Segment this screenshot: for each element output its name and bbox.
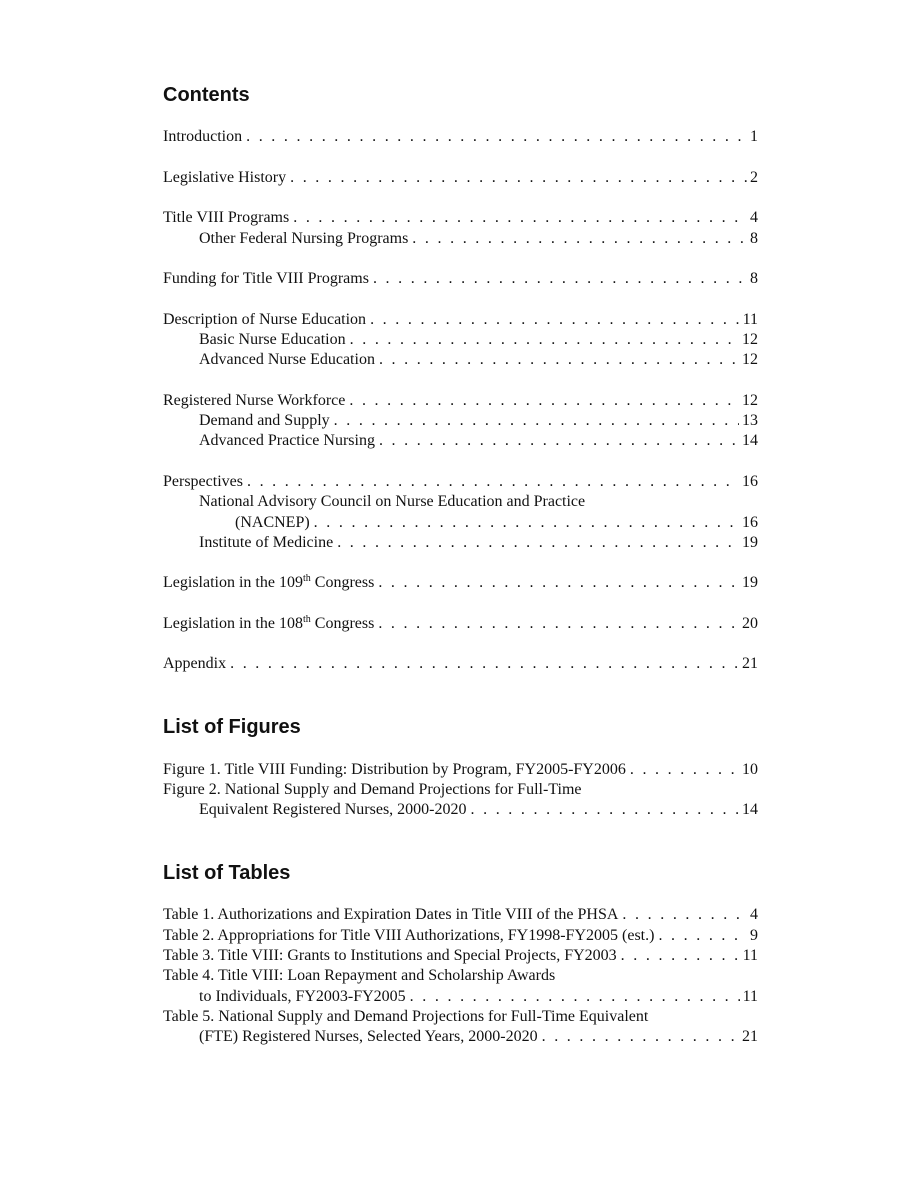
table-entry-5-line1[interactable] [163,1007,758,1027]
dot-leader [379,431,739,451]
toc-entry-title: Table 4. Title VIII: Loan Repayment and Scholarship Awards [163,967,556,984]
toc-entry-title: Title VIII Programs [163,208,293,228]
toc-entry-institute-of-medicine[interactable] [199,533,758,553]
toc-entry-title: Appendix [163,654,230,674]
table-entry-1[interactable] [163,905,758,925]
dot-leader [658,926,747,946]
toc-entry-page: 21 [739,1027,758,1047]
dot-leader [379,350,739,370]
toc-entry-title-viii-programs[interactable] [163,208,758,228]
figure-entry-2-line2[interactable] [199,800,758,820]
toc-entry-page: 11 [740,946,758,966]
toc-entry-page: 12 [739,391,758,411]
toc-entry-description-nurse-education[interactable] [163,310,758,330]
toc-entry-page: 4 [747,905,758,925]
toc-entry-advanced-practice-nursing[interactable] [199,431,758,451]
contents-heading: Contents [163,84,250,106]
toc-entry-title: Legislation in the 108th Congress [163,614,378,634]
toc-entry-title: Table 2. Appropriations for Title VIII Authorizations, FY1998-FY2005 (est.) [163,926,658,946]
figures-heading: List of Figures [163,716,301,738]
dot-leader [412,229,747,249]
dot-leader [621,946,740,966]
toc-entry-title: National Advisory Council on Nurse Education and Practice [199,493,586,510]
toc-entry-title: Figure 2. National Supply and Demand Projections for Full-Time [163,781,582,798]
figure-entry-1[interactable] [163,760,758,780]
toc-entry-title: Advanced Nurse Education [199,350,379,370]
toc-entry-page: 9 [747,926,758,946]
toc-entry-page: 14 [739,800,758,820]
dot-leader [350,330,739,350]
toc-entry-page: 12 [739,330,758,350]
toc-entry-legislative-history[interactable] [163,168,758,188]
dot-leader [247,472,739,492]
toc-entry-page: 16 [739,513,758,533]
dot-leader [370,310,740,330]
toc-entry-advanced-nurse-education[interactable] [199,350,758,370]
table-entry-3[interactable] [163,946,758,966]
toc-entry-page: 8 [747,229,758,249]
dot-leader [290,168,747,188]
toc-entry-page: 11 [740,987,758,1007]
dot-leader [622,905,747,925]
toc-entry-title: Institute of Medicine [199,533,337,553]
toc-entry-page: 21 [739,654,758,674]
table-entry-5-line2[interactable] [199,1027,758,1047]
dot-leader [293,208,747,228]
dot-leader [230,654,739,674]
toc-entry-page: 19 [739,573,758,593]
toc-entry-title: Registered Nurse Workforce [163,391,349,411]
dot-leader [334,411,739,431]
toc-entry-title: Advanced Practice Nursing [199,431,379,451]
dot-leader [373,269,747,289]
toc-entry-page: 1 [747,127,758,147]
toc-entry-title: Table 3. Title VIII: Grants to Institutions and Special Projects, FY2003 [163,946,621,966]
toc-entry-perspectives[interactable] [163,472,758,492]
toc-entry-title: Basic Nurse Education [199,330,350,350]
toc-entry-title: (NACNEP) [235,513,314,533]
table-entry-4-line2[interactable] [199,987,758,1007]
toc-entry-title: (FTE) Registered Nurses, Selected Years, 2000-2020 [199,1027,542,1047]
dot-leader [337,533,739,553]
toc-entry-page: 14 [739,431,758,451]
toc-entry-title: Legislation in the 109th Congress [163,573,378,593]
toc-entry-title: Table 5. National Supply and Demand Projections for Full-Time Equivalent [163,1008,649,1025]
toc-entry-page: 8 [747,269,758,289]
toc-entry-page: 4 [747,208,758,228]
toc-entry-page: 13 [739,411,758,431]
toc-entry-title: Funding for Title VIII Programs [163,269,373,289]
dot-leader [246,127,747,147]
toc-entry-title: Figure 1. Title VIII Funding: Distribution by Program, FY2005-FY2006 [163,760,630,780]
toc-entry-title: Legislative History [163,168,290,188]
dot-leader [542,1027,739,1047]
toc-entry-registered-nurse-workforce[interactable] [163,391,758,411]
toc-entry-title: Equivalent Registered Nurses, 2000-2020 [199,800,471,820]
toc-entry-title: Perspectives [163,472,247,492]
toc-entry-legislation-109th[interactable] [163,573,758,593]
toc-entry-title: Description of Nurse Education [163,310,370,330]
toc-entry-basic-nurse-education[interactable] [199,330,758,350]
toc-entry-title: Other Federal Nursing Programs [199,229,412,249]
toc-entry-introduction[interactable] [163,127,758,147]
dot-leader [410,987,740,1007]
dot-leader [471,800,740,820]
tables-heading: List of Tables [163,862,291,884]
dot-leader [630,760,739,780]
toc-entry-demand-and-supply[interactable] [199,411,758,431]
table-entry-2[interactable] [163,926,758,946]
toc-entry-page: 12 [739,350,758,370]
toc-entry-page: 16 [739,472,758,492]
toc-entry-nacnep-line2[interactable] [235,513,758,533]
dot-leader [378,573,739,593]
toc-entry-title: Introduction [163,127,246,147]
toc-entry-title: Table 1. Authorizations and Expiration Dates in Title VIII of the PHSA [163,905,622,925]
toc-entry-title: to Individuals, FY2003-FY2005 [199,987,410,1007]
toc-entry-funding[interactable] [163,269,758,289]
toc-entry-appendix[interactable] [163,654,758,674]
table-entry-4-line1[interactable] [163,966,758,986]
toc-entry-page: 20 [739,614,758,634]
dot-leader [378,614,739,634]
toc-entry-nacnep-line1[interactable] [199,492,758,512]
toc-entry-other-federal-nursing-programs[interactable] [199,229,758,249]
dot-leader [314,513,739,533]
toc-entry-legislation-108th[interactable] [163,614,758,634]
figure-entry-2-line1[interactable] [163,780,758,800]
dot-leader [349,391,739,411]
toc-entry-page: 11 [740,310,758,330]
toc-entry-page: 10 [739,760,758,780]
toc-entry-page: 19 [739,533,758,553]
toc-entry-page: 2 [747,168,758,188]
toc-entry-title: Demand and Supply [199,411,334,431]
